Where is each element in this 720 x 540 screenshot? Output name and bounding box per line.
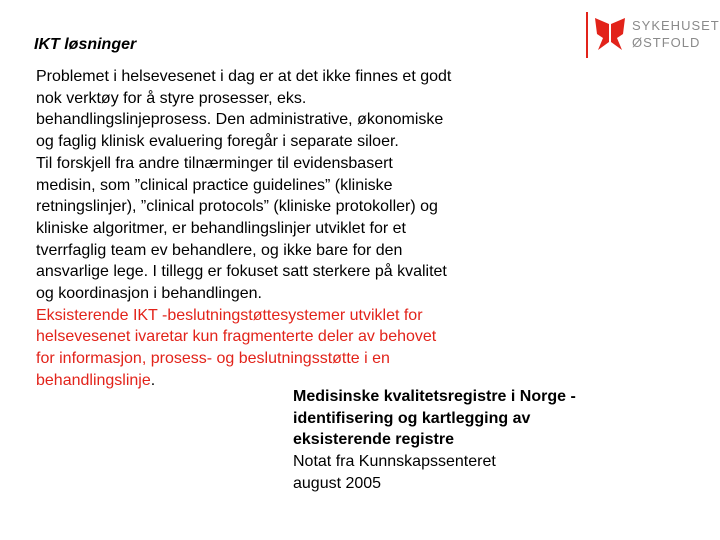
body-line: og koordinasjon i behandlingen. (36, 285, 262, 303)
body-line: og faglig klinisk evaluering foregår i separate siloer. (36, 133, 399, 151)
body-line: tverrfaglig team ev behandlere, og ikke bare for den (36, 241, 403, 259)
body-line: medisin, som ”clinical practice guidelines” (kliniske (36, 176, 393, 194)
butterfly-icon (592, 16, 628, 54)
reference-title-line: eksisterende registre (293, 431, 454, 449)
reference-block (293, 386, 673, 495)
body-line: behandlingslinjeprosess. Den administrative, økonomiske (36, 111, 444, 129)
hospital-logo (586, 12, 720, 58)
logo-line-2: ØSTFOLD (632, 35, 701, 50)
slide-title: IKT løsninger (34, 36, 137, 53)
highlight-line: behandlingslinje (36, 371, 151, 389)
highlight-line: Eksisterende IKT -beslutningstøttesystemer utviklet for (36, 306, 423, 324)
body-paragraph (36, 66, 536, 392)
reference-source: Notat fra Kunnskapssenteret (293, 453, 496, 471)
highlight-line: for informasjon, prosess- og beslutningsstøtte i en (36, 350, 390, 368)
body-line: retningslinjer), ”clinical protocols” (kliniske protokoller) og (36, 198, 438, 216)
logo-line-1: SYKEHUSET (632, 18, 720, 33)
reference-date: august 2005 (293, 474, 382, 492)
body-line: Til forskjell fra andre tilnærminger til evidensbasert (36, 154, 393, 172)
highlight-line: helsevesenet ivaretar kun fragmenterte deler av behovet (36, 328, 437, 346)
reference-title-line: Medisinske kvalitetsregistre i Norge - (293, 388, 576, 405)
body-line: Problemet i helsevesenet i dag er at det ikke finnes et godt (36, 68, 452, 85)
reference-title-line: identifisering og kartlegging av (293, 409, 531, 427)
body-line: nok verktøy for å styre prosesser, eks. (36, 89, 307, 107)
logo-wordmark (632, 17, 720, 51)
body-line: kliniske algoritmer, er behandlingslinjer utviklet for et (36, 219, 406, 237)
body-line: ansvarlige lege. I tillegg er fokuset satt sterkere på kvalitet (36, 263, 447, 281)
end-period: . (150, 371, 156, 389)
logo-divider (586, 12, 588, 58)
